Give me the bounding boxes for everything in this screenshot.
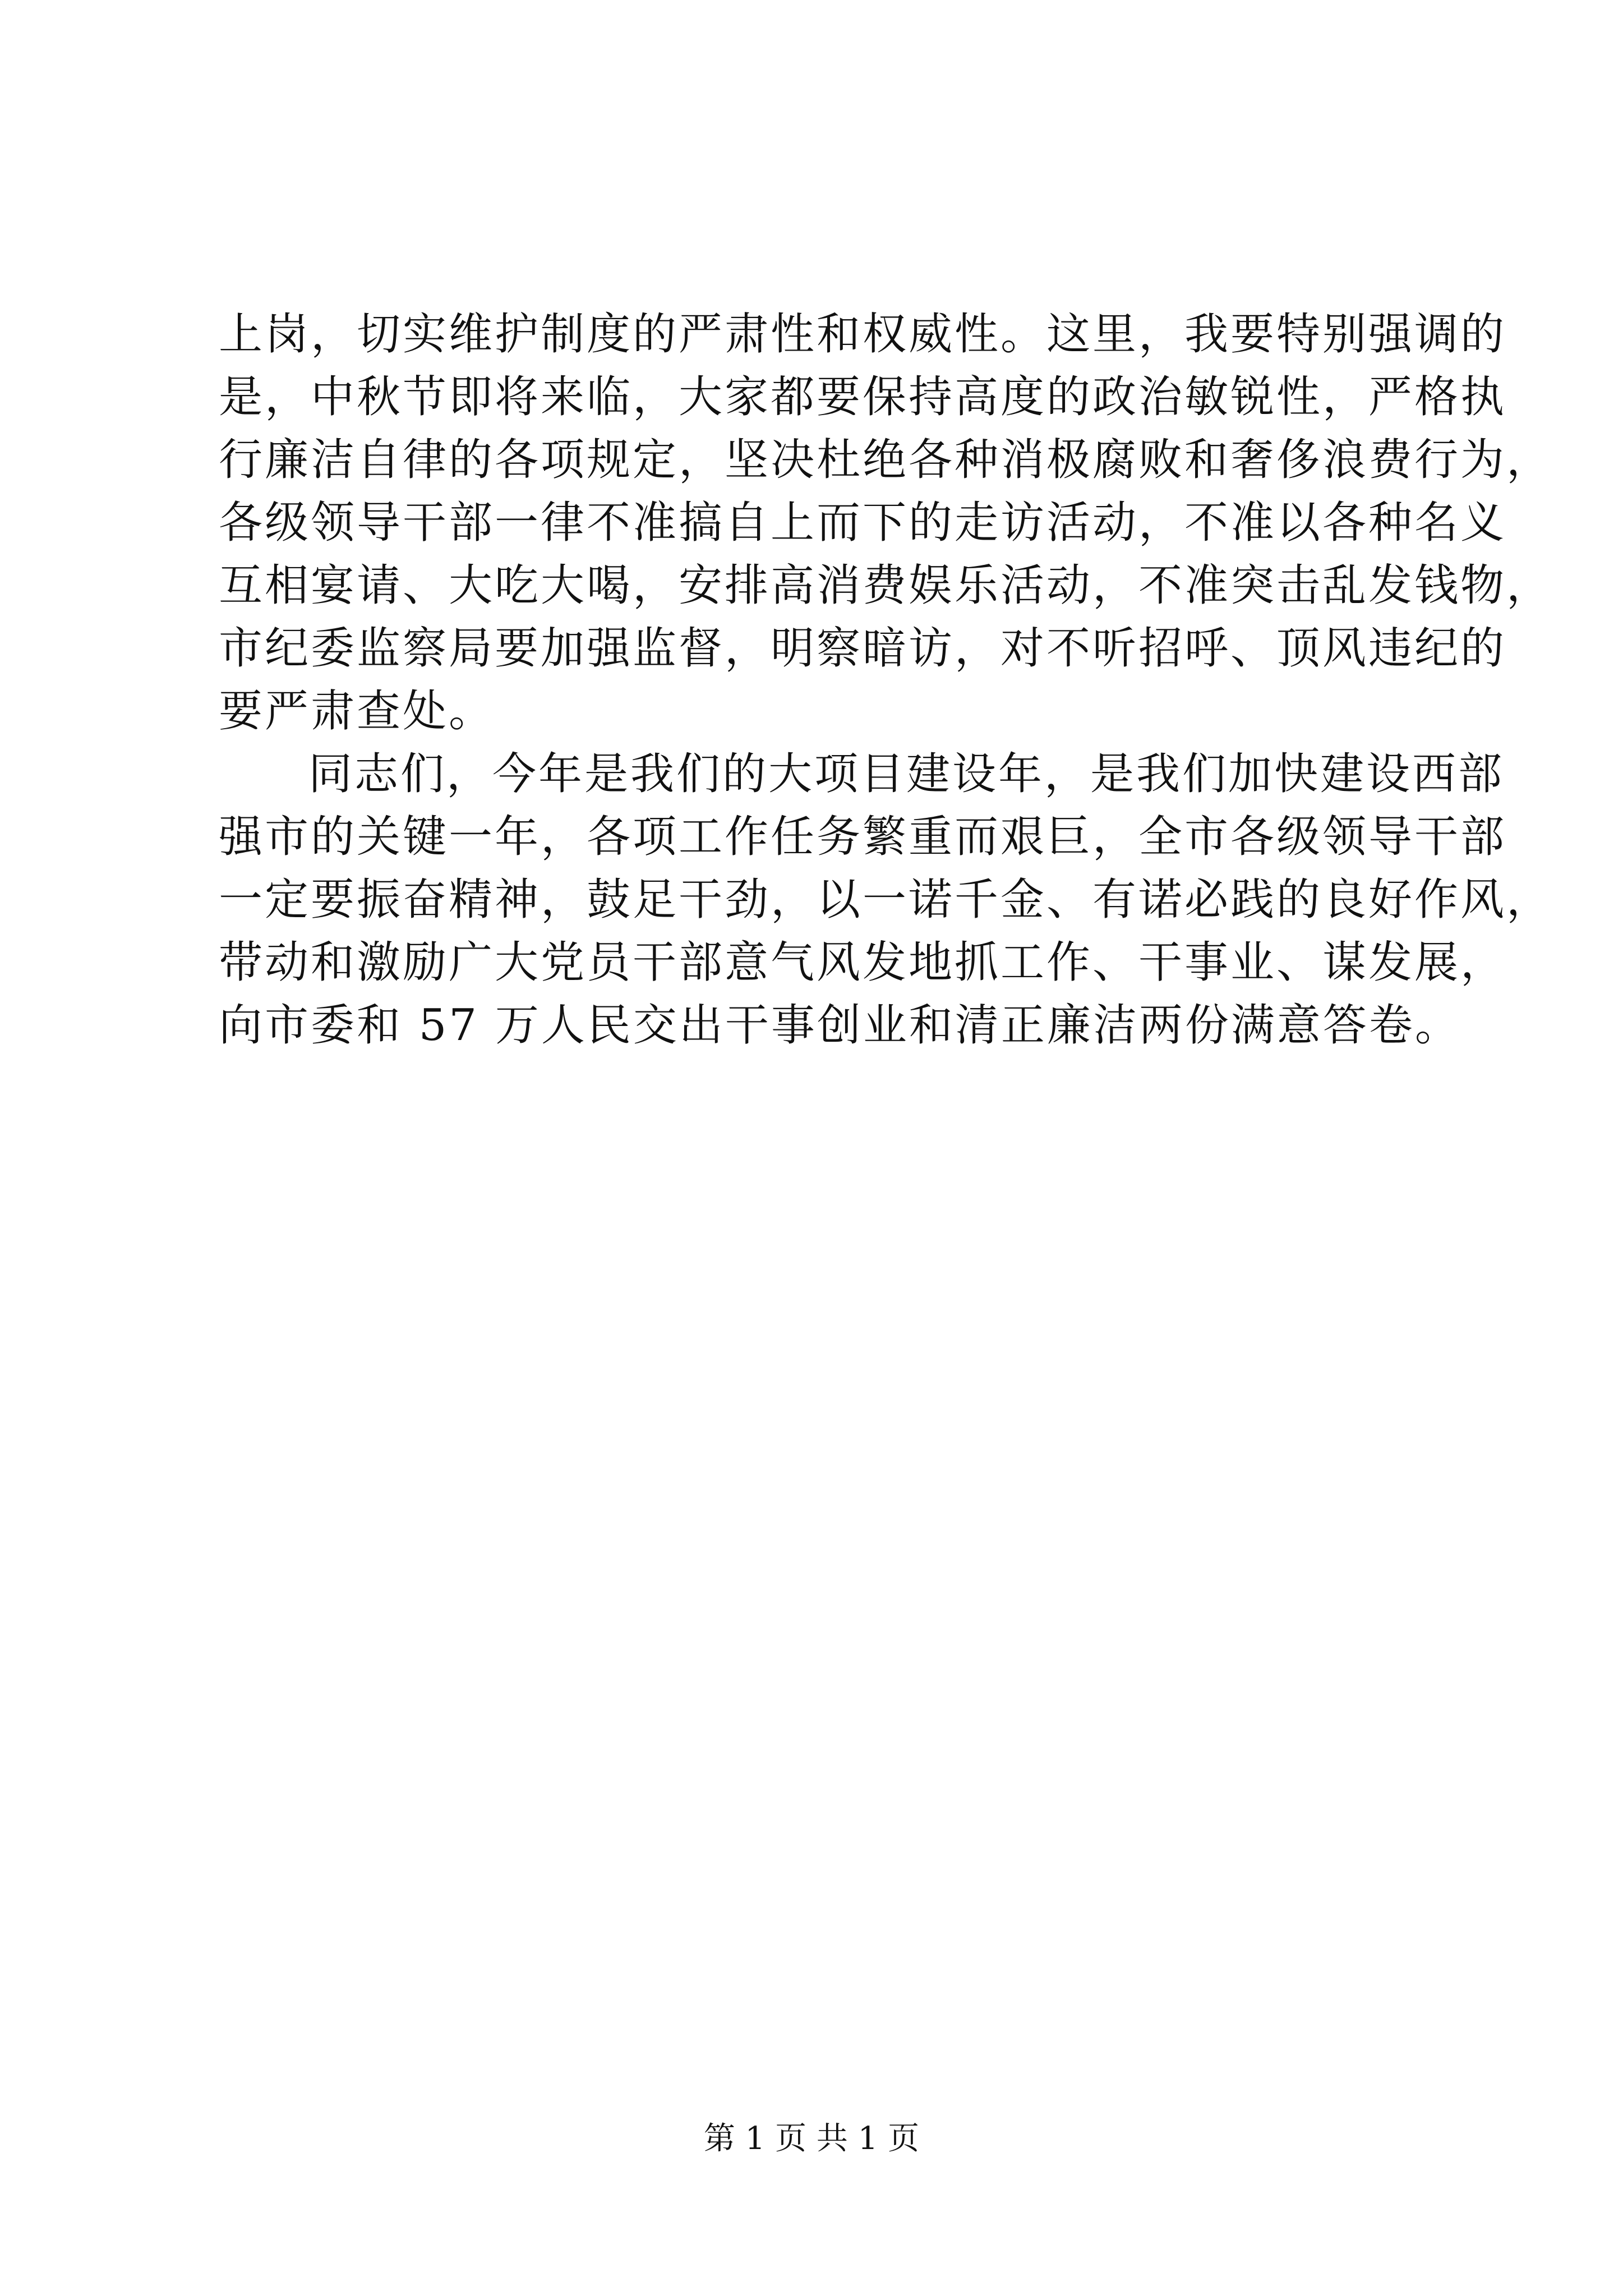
paragraph-1-line-2: 是，中秋节即将来临，大家都要保持高度的政治敏锐性，严格执	[219, 372, 1507, 422]
paragraph-2-line-5: 向市委和 57 万人民交出干事创业和清正廉洁两份满意答卷。	[219, 1000, 1461, 1051]
document-body	[219, 303, 1553, 1057]
paragraph-2-line-3: 一定要振奋精神，鼓足干劲，以一诺千金、有诺必践的良好作风，	[219, 875, 1553, 925]
paragraph-1-line-6: 市纪委监察局要加强监督，明察暗访，对不听招呼、顶风违纪的	[219, 623, 1507, 674]
paragraph-1-line-1: 上岗，切实维护制度的严肃性和权威性。这里，我要特别强调的	[219, 309, 1507, 360]
paragraph-1-line-7: 要严肃查处。	[219, 686, 495, 737]
paragraph-1-line-5: 互相宴请、大吃大喝，安排高消费娱乐活动，不准突击乱发钱物，	[219, 560, 1553, 611]
paragraph-2-line-4: 带动和激励广大党员干部意气风发地抓工作、干事业、谋发展，	[219, 937, 1507, 988]
paragraph-1-line-4: 各级领导干部一律不准搞自上而下的走访活动，不准以各种名义	[219, 498, 1507, 548]
paragraph-1-line-3: 行廉洁自律的各项规定，坚决杜绝各种消极腐败和奢侈浪费行为，	[219, 435, 1553, 485]
page-footer: 第 1 页 共 1 页	[703, 2120, 920, 2157]
paragraph-2-line-2: 强市的关键一年，各项工作任务繁重而艰巨，全市各级领导干部	[219, 812, 1507, 862]
paragraph-2-line-1: 同志们，今年是我们的大项目建设年，是我们加快建设西部	[308, 749, 1505, 799]
